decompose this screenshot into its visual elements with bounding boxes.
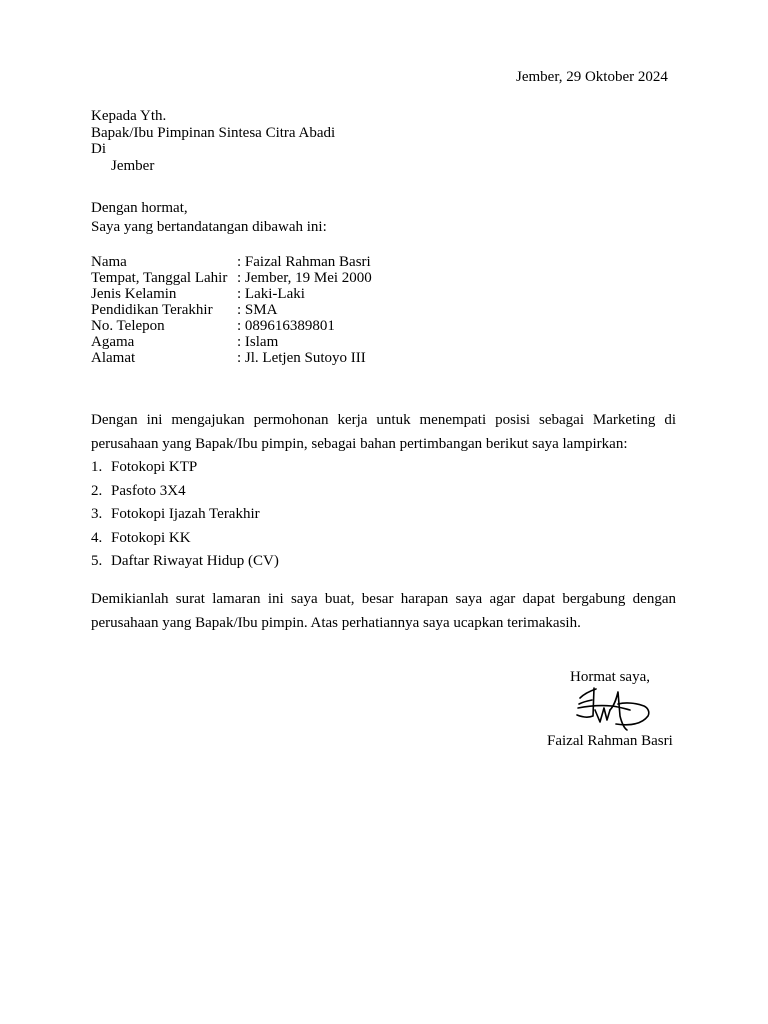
closing-line: Demikianlah surat lamaran ini saya buat, besar harapan saya agar dapat bergabung dengan xyxy=(91,591,676,607)
info-row xyxy=(91,270,372,286)
signature-image xyxy=(574,686,654,732)
info-row xyxy=(91,350,372,366)
list-number: 4. xyxy=(91,529,103,546)
closing-paragraph xyxy=(91,587,676,635)
info-value: : Islam xyxy=(237,334,279,350)
info-label: Alamat xyxy=(91,350,136,366)
list-number: 5. xyxy=(91,553,103,570)
applicant-info xyxy=(91,254,372,366)
info-label: Nama xyxy=(91,254,127,270)
list-text: Fotokopi Ijazah Terakhir xyxy=(111,506,260,523)
list-item xyxy=(91,527,279,551)
attachment-list xyxy=(91,456,279,574)
list-text: Daftar Riwayat Hidup (CV) xyxy=(111,553,279,570)
list-item xyxy=(91,503,279,527)
place-date: Jember, 29 Oktober 2024 xyxy=(516,69,668,85)
list-number: 1. xyxy=(91,459,103,475)
list-text: Fotokopi KTP xyxy=(111,459,198,475)
list-item xyxy=(91,456,279,480)
info-value: : SMA xyxy=(237,302,278,318)
recipient-city: Jember xyxy=(111,157,155,174)
regards-text: Hormat saya, xyxy=(570,669,650,685)
info-value: : Laki-Laki xyxy=(237,286,305,302)
info-row xyxy=(91,318,372,334)
recipient-to: Kepada Yth. xyxy=(91,108,167,124)
greeting-block xyxy=(91,200,327,238)
info-label: Pendidikan Terakhir xyxy=(91,302,213,318)
body-paragraph xyxy=(91,408,676,456)
info-row xyxy=(91,286,372,302)
intro-text: Saya yang bertandatangan dibawah ini: xyxy=(91,219,327,235)
list-text: Pasfoto 3X4 xyxy=(111,482,186,499)
info-label: Tempat, Tanggal Lahir xyxy=(91,270,228,286)
recipient-block xyxy=(91,108,335,174)
info-row xyxy=(91,302,372,318)
list-number: 3. xyxy=(91,506,103,523)
info-value: : Faizal Rahman Basri xyxy=(237,254,371,270)
info-row xyxy=(91,334,372,350)
body-line: perusahaan yang Bapak/Ibu pimpin, sebagai bahan pertimbangan berikut saya lampirkan: xyxy=(91,436,628,452)
list-number: 2. xyxy=(91,482,103,499)
body-line: Dengan ini mengajukan permohonan kerja untuk menempati posisi sebagai Marketing di xyxy=(91,412,676,428)
info-label: Jenis Kelamin xyxy=(91,286,177,302)
info-label: No. Telepon xyxy=(91,318,165,334)
greeting: Dengan hormat, xyxy=(91,200,188,216)
signer-name: Faizal Rahman Basri xyxy=(547,733,673,749)
recipient-at: Di xyxy=(91,141,106,157)
info-value: : 089616389801 xyxy=(237,318,335,334)
list-text: Fotokopi KK xyxy=(111,529,191,546)
list-item xyxy=(91,480,279,504)
info-row xyxy=(91,254,372,270)
info-value: : Jl. Letjen Sutoyo III xyxy=(237,350,366,366)
recipient-name: Bapak/Ibu Pimpinan Sintesa Citra Abadi xyxy=(91,124,336,141)
info-value: : Jember, 19 Mei 2000 xyxy=(237,270,372,286)
info-label: Agama xyxy=(91,334,135,350)
list-item xyxy=(91,550,279,574)
closing-line: perusahaan yang Bapak/Ibu pimpin. Atas perhatiannya saya ucapkan terimakasih. xyxy=(91,615,581,631)
